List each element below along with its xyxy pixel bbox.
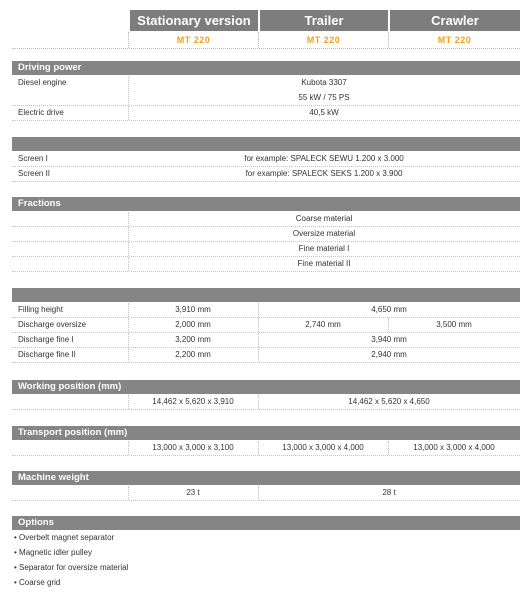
header-trailer: Trailer: [258, 10, 388, 31]
option-item: • Separator for oversize material: [14, 563, 129, 572]
machine-weight-stat: 23 t: [186, 488, 200, 497]
section-dimensions: [12, 288, 520, 302]
working-position-mob: 14,462 x 5,620 x 4,650: [348, 397, 430, 406]
screen1-value: for example: SPALECK SEWU 1.200 x 3.000: [244, 154, 404, 163]
model-stationary: MT 220: [128, 32, 258, 48]
fraction-fine2: Fine material II: [297, 259, 351, 268]
model-row: [12, 32, 520, 49]
header-crawler: Crawler: [388, 10, 520, 31]
transport-position-row: [12, 441, 520, 456]
screen1-row: [12, 152, 520, 167]
option-item: • Coarse grid: [14, 578, 61, 587]
discharge-fine2-stat: 2,200 mm: [175, 350, 211, 359]
option-item: • Overbelt magnet separator: [14, 533, 115, 542]
filling-height-mob: 4,650 mm: [371, 305, 407, 314]
transport-position-crawler: 13,000 x 3,000 x 4,000: [413, 443, 495, 452]
section-options: Options: [12, 516, 520, 530]
transport-position-stat: 13,000 x 3,000 x 3,100: [152, 443, 234, 452]
working-position-row: [12, 395, 520, 410]
fraction-row: [12, 227, 520, 242]
machine-weight-row: [12, 486, 520, 501]
model-trailer: MT 220: [258, 32, 388, 48]
section-screens: [12, 137, 520, 151]
section-machine-weight: Machine weight: [12, 471, 520, 485]
discharge-oversize-stat: 2,000 mm: [175, 320, 211, 329]
section-working-position: Working position (mm): [12, 380, 520, 394]
fraction-fine1: Fine material I: [298, 244, 350, 253]
diesel-label: Diesel engine: [18, 78, 67, 87]
electric-row: [12, 106, 520, 121]
fraction-oversize: Oversize material: [292, 229, 356, 238]
electric-value: 40,5 kW: [309, 108, 339, 117]
filling-height-row: [12, 303, 520, 318]
screen2-row: [12, 167, 520, 182]
model-crawler: MT 220: [388, 32, 520, 48]
screen2-label: Screen II: [18, 169, 51, 178]
fraction-row: [12, 257, 520, 272]
discharge-oversize-crawler: 3,500 mm: [436, 320, 472, 329]
diesel-value-1: Kubota 3307: [301, 78, 347, 87]
electric-label: Electric drive: [18, 108, 64, 117]
filling-height-stat: 3,910 mm: [175, 305, 211, 314]
discharge-oversize-row: [12, 318, 520, 333]
discharge-fine1-label: Discharge fine I: [18, 335, 74, 344]
discharge-fine1-row: [12, 333, 520, 348]
diesel-value-2: 55 kW / 75 PS: [298, 93, 350, 102]
discharge-fine2-label: Discharge fine II: [18, 350, 76, 359]
fraction-row: [12, 242, 520, 257]
discharge-oversize-label: Discharge oversize: [18, 320, 87, 329]
screen2-value: for example: SPALECK SEKS 1.200 x 3.900: [245, 169, 403, 178]
diesel-row: [12, 76, 520, 106]
filling-height-label: Filling height: [18, 305, 63, 314]
column-header: [12, 10, 520, 31]
fraction-coarse: Coarse material: [295, 214, 353, 223]
fraction-row: [12, 212, 520, 227]
section-fractions: Fractions: [12, 197, 520, 211]
header-spacer: [12, 10, 128, 31]
transport-position-trailer: 13,000 x 3,000 x 4,000: [282, 443, 364, 452]
section-transport-position: Transport position (mm): [12, 426, 520, 440]
discharge-fine1-mob: 3,940 mm: [371, 335, 407, 344]
discharge-fine2-mob: 2,940 mm: [371, 350, 407, 359]
machine-weight-mob: 28 t: [382, 488, 396, 497]
discharge-oversize-trailer: 2,740 mm: [305, 320, 341, 329]
discharge-fine1-stat: 3,200 mm: [175, 335, 211, 344]
discharge-fine2-row: [12, 348, 520, 363]
working-position-stat: 14,462 x 5,620 x 3,910: [152, 397, 234, 406]
section-driving-power: Driving power: [12, 61, 520, 75]
option-item: • Magnetic idler pulley: [14, 548, 92, 557]
header-stationary: Stationary version: [128, 10, 258, 31]
screen1-label: Screen I: [18, 154, 48, 163]
